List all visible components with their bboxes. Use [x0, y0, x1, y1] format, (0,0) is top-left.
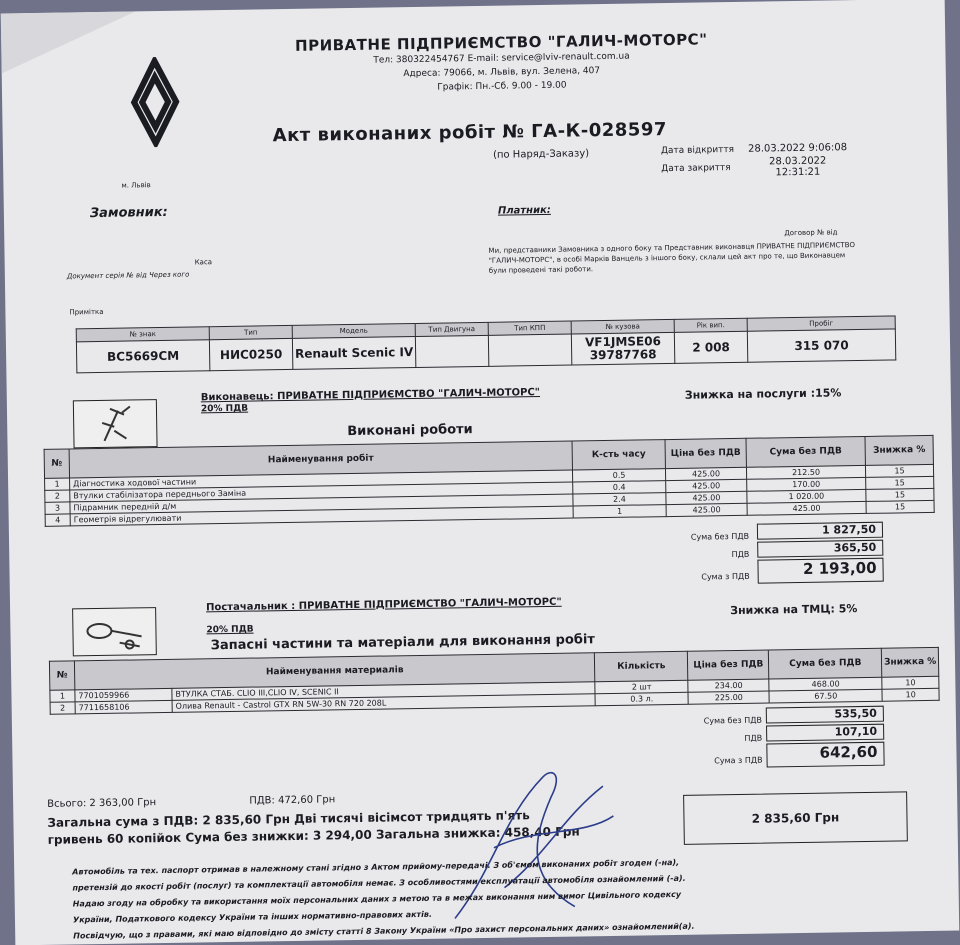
footer-terms [72, 851, 923, 944]
company-name: ПРИВАТНЕ ПІДПРИЄМСТВО "ГАЛИЧ-МОТОРС" [294, 30, 708, 55]
works-sum-no-vat: 1 827,50 [757, 522, 883, 540]
company-header [241, 30, 762, 98]
parts-header: Кількість [595, 651, 688, 681]
part-qty: 2 шт [595, 680, 688, 693]
vehicle-header: Пробіг [747, 316, 895, 331]
vehicle-type: HИC0250 [209, 338, 292, 370]
footer-line: претензій до якості робіт (послуг) та комплектації автомобіля немає. З особливостями експлуатації автомобіля ознайомлений (-а). [72, 873, 686, 893]
work-discount: 15 [866, 500, 934, 513]
engine-type [415, 335, 488, 367]
works-table [44, 435, 935, 527]
part-sum: 468.00 [769, 677, 882, 691]
contract-line: Договор № від [784, 228, 838, 238]
vehicle-model: Renault Scenic IV [292, 336, 415, 369]
gearbox-type [488, 334, 571, 366]
work-sum: 1 020.00 [747, 489, 866, 503]
city: м. Львів [121, 181, 151, 190]
works-header: № [44, 449, 69, 478]
work-sum: 212.50 [746, 465, 865, 479]
totals-line [47, 794, 335, 810]
parts-icon [72, 607, 157, 656]
part-name: Олива Renault - Castrol GTX RN 5W-30 RN 720 208L [172, 694, 595, 713]
part-price: 234.00 [688, 679, 769, 692]
footer-line: Посвідчую, що з правами, які маю відповідно до змісту статті 8 Закону України «Про захист персональних даних» ознайомлений(а). [73, 921, 695, 941]
footer-line: Автомобіль та тех. паспорт отримав в належному стані згідно з Актом прийому-передачі. З об'ємом виконаних робіт згоден (-на), [72, 857, 680, 877]
grand-total-line2: гривень 60 копійок Сума без знижки: 3 294,00 Загальна знижка: 458,40 Грн [47, 824, 580, 847]
work-discount: 15 [865, 464, 933, 477]
parts-sum-vat-label: Сума з ПДВ [714, 755, 763, 766]
part-code: 7701059966 [75, 688, 172, 702]
work-sum: 425.00 [747, 501, 866, 515]
works-header: Знижка % [865, 435, 933, 465]
parts-header: Ціна без ПДВ [688, 650, 769, 680]
parts-header: Найменування материалів [74, 653, 595, 690]
supplier-block [206, 597, 562, 636]
work-discount: 15 [866, 488, 934, 501]
works-sum-vat: 2 193,00 [757, 558, 883, 584]
mileage: 315 070 [747, 329, 895, 362]
vehicle-header: № кузова [571, 319, 674, 334]
parts-discount: Знижка на ТМЦ: 5% [730, 602, 858, 618]
opened-value: 28.03.2022 9:06:08 [747, 142, 848, 155]
parts-header: Сума без ПДВ [769, 648, 882, 679]
work-hours: 1 [573, 505, 666, 518]
work-hours: 0.4 [573, 481, 666, 494]
footer-line: України, Податкового кодексу України та інших нормативно-правових актів. [72, 909, 433, 925]
works-header: Ціна без ПДВ [665, 438, 746, 468]
renault-logo-icon [109, 56, 200, 147]
works-vat: 365,50 [757, 540, 883, 558]
act-title: Акт виконаних робіт № ГА-К-028597 [272, 119, 668, 147]
parts-vat: 107,10 [766, 724, 884, 742]
work-hours: 2.4 [573, 493, 666, 506]
vehicle-header: № знак [76, 327, 209, 342]
works-header: Сума без ПДВ [746, 436, 865, 467]
parts-sum-vat: 642,60 [766, 742, 884, 768]
parts-section-title: Запасні частини та матеріали для виконання робіт [210, 632, 596, 654]
executor-label: Виконавець: ПРИВАТНЕ ПІДПРИЄМСТВО "ГАЛИЧ-МОТОРС" [200, 387, 541, 404]
footer-line: Надаю згоду на обробку та використання моїх персональних даних з метою та в межах виконання ним вимог Цивільного кодексу [72, 889, 682, 909]
works-header: Найменування робіт [69, 441, 572, 478]
work-discount: 15 [866, 476, 934, 489]
vehicle-table [76, 315, 897, 373]
works-vat-label: ПДВ [731, 549, 750, 560]
company-contacts: Тел: 380322454767 E-mail: service@lviv-renault.com.ua [373, 51, 630, 66]
row-number: 1 [50, 690, 75, 702]
vehicle-header: Модель [292, 324, 415, 339]
wrench-icon [73, 399, 158, 448]
work-price: 425.00 [665, 467, 746, 480]
note-label: Примітка [69, 307, 104, 317]
kasa-label: Каса [194, 258, 213, 267]
company-schedule: Графік: Пн.-Сб. 9.00 - 19.00 [437, 80, 567, 93]
act-subtitle: (по Наряд-Заказу) [492, 148, 590, 161]
legal-text: Ми, представники Замовника з одного боку та Представник виконавця ПРИВАТНЕ ПІДПРИЄМСТВО "ГАЛИЧ-МОТОРС", в особі Марків Ванцель з іншого боку, склали цей акт про те, що Виконавцем були проведені такі роботи. [488, 241, 856, 275]
closed-time: 12:31:21 [775, 166, 821, 179]
row-number: 2 [45, 490, 70, 502]
dates-block [653, 140, 856, 182]
total-vat: ПДВ: 472,60 Грн [249, 794, 336, 807]
part-qty: 0.3 л. [595, 692, 688, 705]
vehicle-header: Тип КПП [488, 321, 571, 335]
work-price: 425.00 [666, 491, 747, 504]
row-number: 1 [45, 478, 70, 490]
part-sum: 67.50 [769, 689, 882, 703]
supplier-vat: 20% ПДВ [206, 624, 254, 636]
final-total: 2 835,60 Грн [683, 791, 908, 845]
vin: VF1JMSE06 39787768 [571, 332, 674, 365]
work-name: Геометрія відрегулювати [70, 506, 573, 526]
supplier-label: Постачальник : ПРИВАТНЕ ПІДПРИЄМСТВО "ГАЛИЧ-МОТОРС" [206, 596, 562, 614]
work-price: 425.00 [666, 479, 747, 492]
works-section-title: Виконані роботи [347, 422, 473, 440]
part-name: ВТУЛКА СТАБ. CLIO III,CLIO IV, SCENIC II [172, 682, 595, 701]
work-name: Діагностика ходової частини [70, 470, 573, 490]
invoice-sheet [1, 0, 960, 945]
parts-header: Знижка % [882, 647, 939, 677]
vehicle-header: Тип [209, 325, 292, 339]
vehicle-header: Рік вип. [674, 318, 747, 332]
work-hours: 0.5 [572, 469, 665, 482]
part-discount: 10 [882, 676, 939, 689]
plate-number: BC5669CM [76, 340, 209, 373]
part-discount: 10 [882, 688, 939, 701]
customer-label: Замовник: [89, 204, 168, 222]
parts-sum-no-vat: 535,50 [766, 706, 884, 724]
company-address: Адреса: 79066, м. Львів, вул. Зелена, 407 [403, 66, 601, 80]
closed-date: 28.03.2022 [769, 155, 827, 168]
year: 2 008 [674, 331, 747, 363]
part-price: 225.00 [688, 691, 769, 704]
work-name: Втулки стабілізатора переднього Заміна [70, 482, 573, 502]
executor-vat: 20% ПДВ [200, 403, 249, 415]
row-number: 3 [45, 502, 70, 514]
opened-label: Дата відкриття [660, 144, 735, 156]
executor-block [201, 387, 541, 414]
parts-vat-label: ПДВ [744, 733, 763, 743]
vehicle-header: Тип Двигуна [415, 322, 488, 336]
parts-header: № [49, 661, 74, 690]
parts-sum-no-vat-label: Сума без ПДВ [703, 715, 763, 726]
payer-label: Платник: [497, 204, 551, 217]
service-discount: Знижка на послуги :15% [684, 386, 842, 402]
works-sum-vat-label: Сума з ПДВ [701, 571, 750, 582]
grand-total-line1: Загальна сума з ПДВ: 2 835,60 Грн Дві тисячі вісімсот тридцять п'ять [47, 808, 530, 830]
row-number: 2 [50, 702, 75, 714]
works-header: К-сть часу [572, 440, 665, 470]
parts-table [49, 647, 940, 715]
total-all: Всього: 2 363,00 Грн [47, 797, 157, 810]
work-price: 425.00 [666, 503, 747, 516]
works-sum-no-vat-label: Сума без ПДВ [690, 531, 750, 542]
document-line: Документ серія № від Через кого [66, 270, 190, 281]
work-name: Підрамник передній д/м [70, 494, 573, 514]
work-sum: 170.00 [747, 477, 866, 491]
row-number: 4 [45, 514, 70, 526]
part-code: 7711658106 [75, 700, 172, 714]
closed-label: Дата закриття [661, 163, 731, 175]
